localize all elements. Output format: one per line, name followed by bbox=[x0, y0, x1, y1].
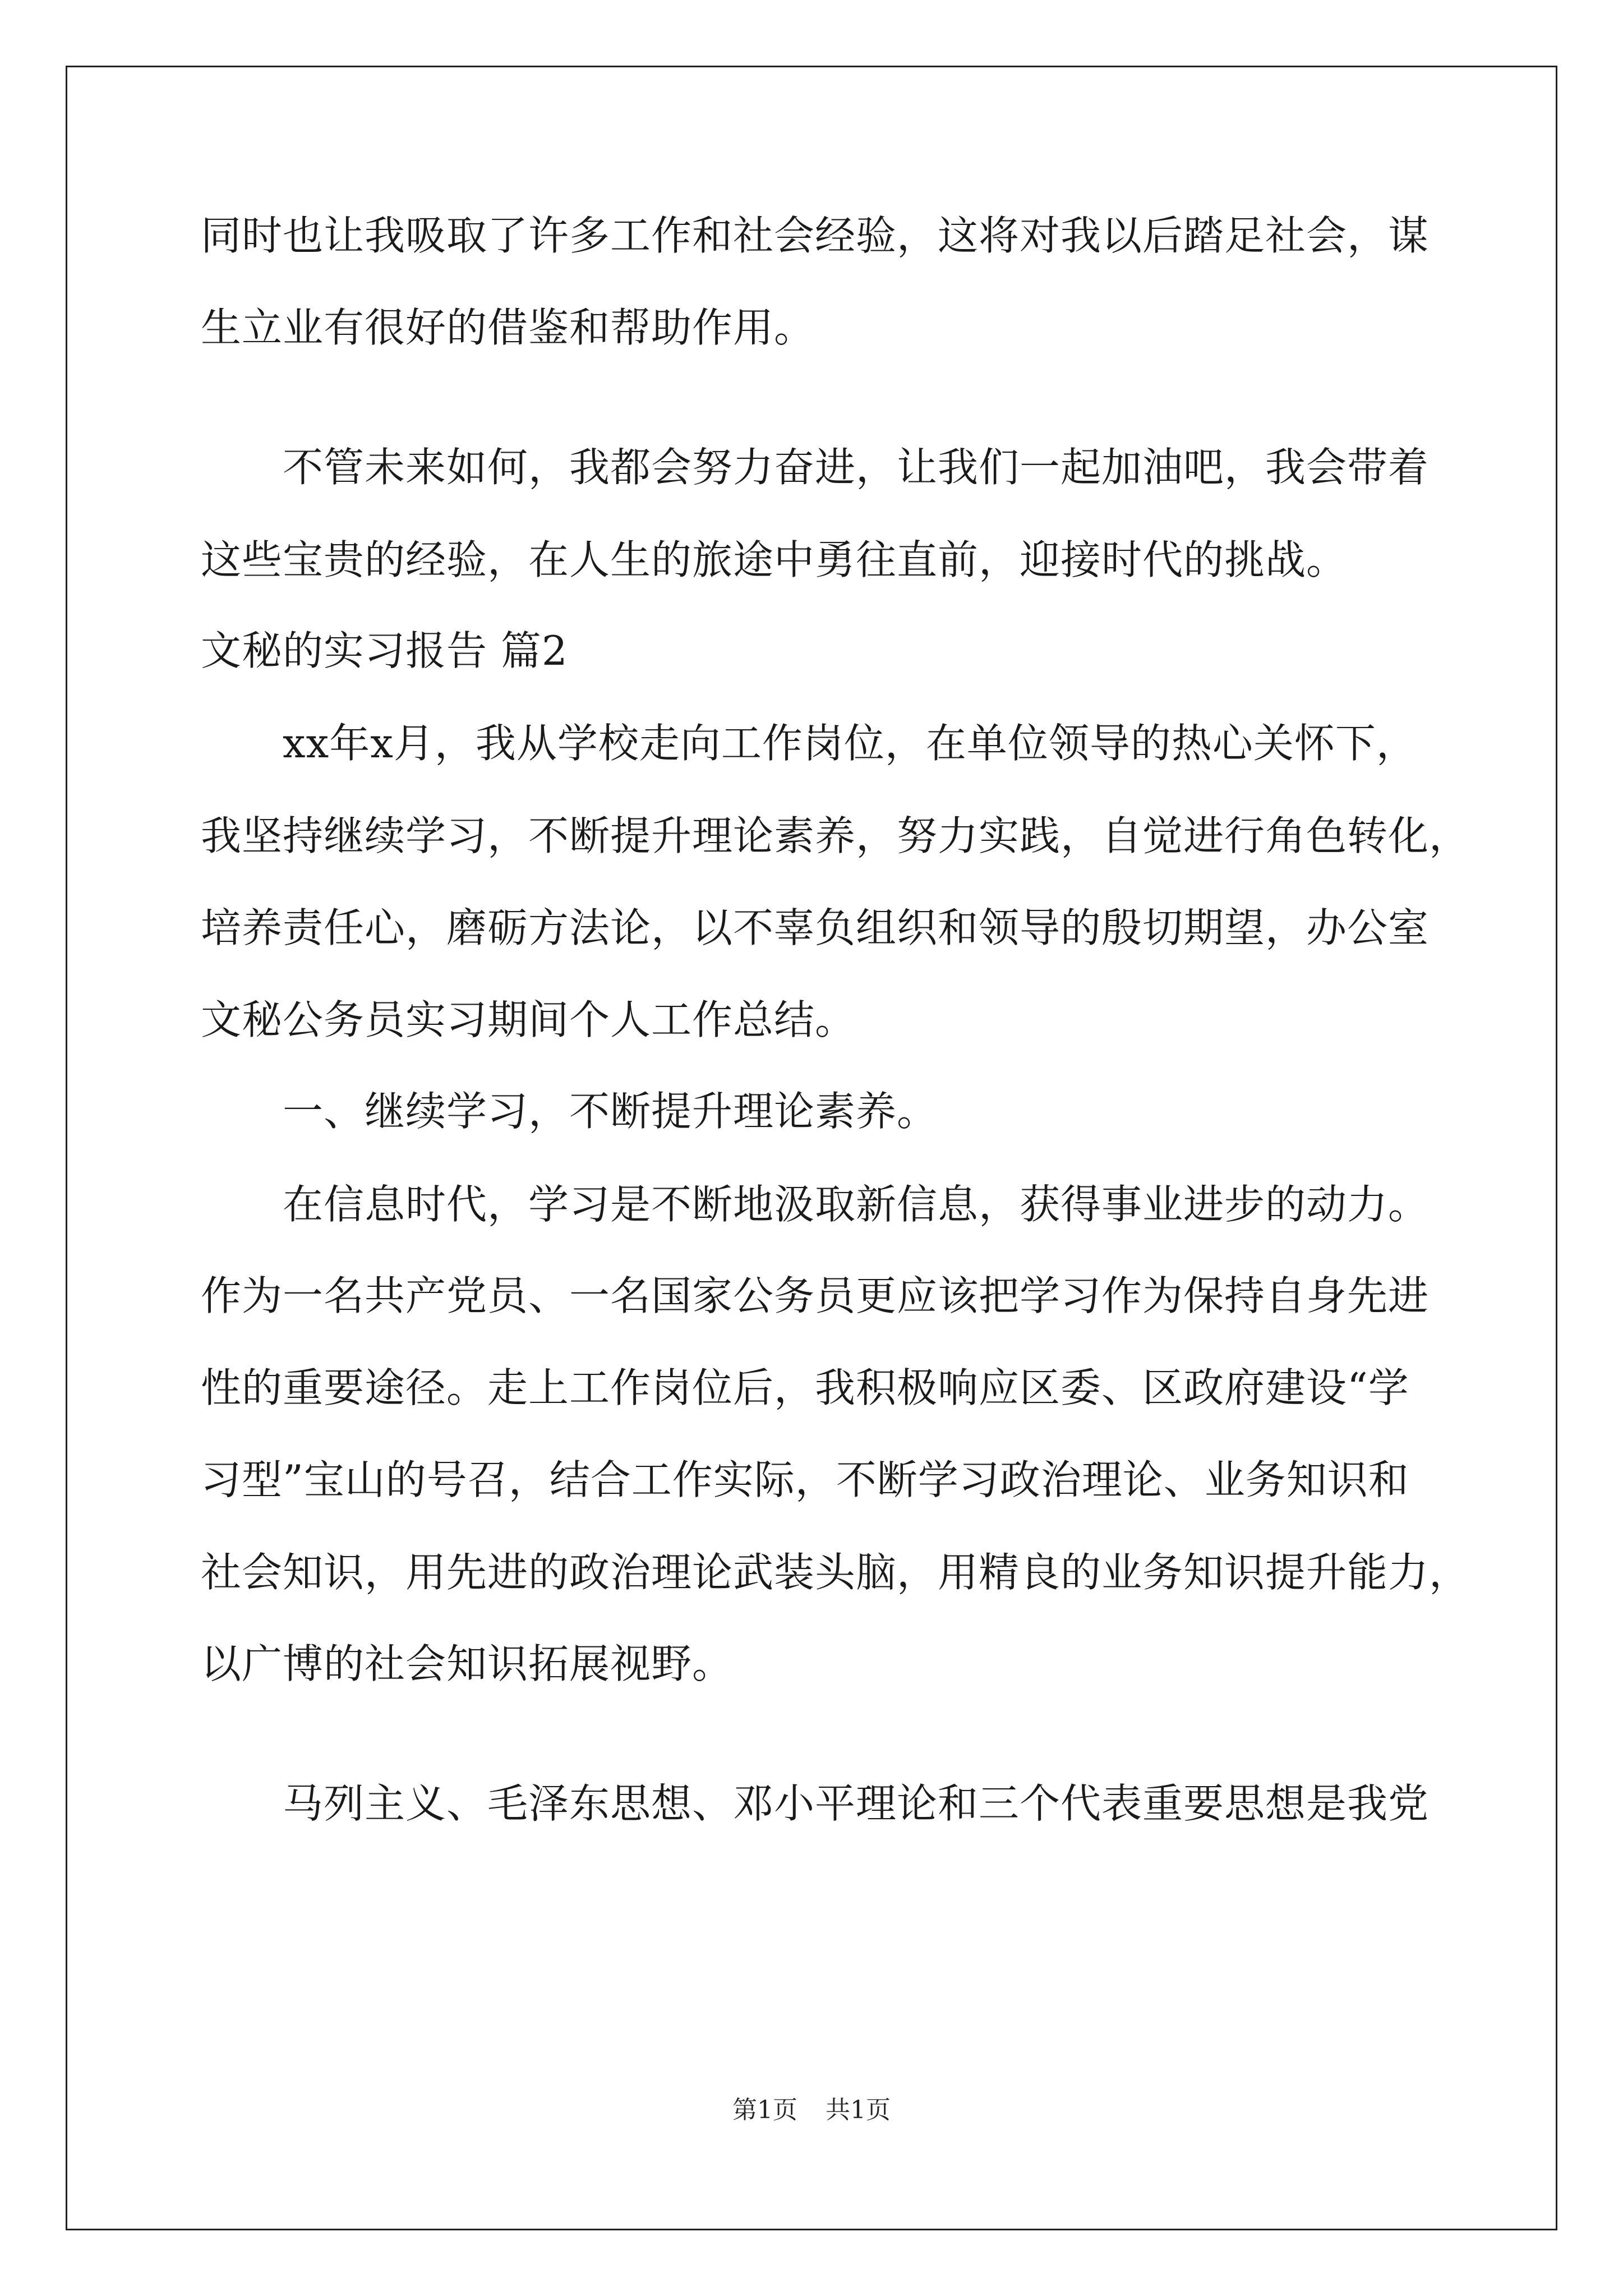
subheading-line: 一、继续学习，不断提升理论素养。 bbox=[283, 1088, 938, 1135]
text-line: xx年x月，我从学校走向工作岗位，在单位领导的热心关怀下， bbox=[283, 720, 1417, 767]
text-line: 不管未来如何，我都会努力奋进，让我们一起加油吧，我会带着 bbox=[283, 444, 1430, 491]
page-number: 第1页 bbox=[732, 2096, 797, 2124]
page-border bbox=[66, 66, 1557, 2230]
text-line: 性的重要途径。走上工作岗位后，我积极响应区委、区政府建设“学 bbox=[201, 1364, 1409, 1411]
page-total: 共1页 bbox=[826, 2096, 891, 2124]
text-line: 在信息时代，学习是不断地汲取新信息，获得事业进步的动力。 bbox=[283, 1181, 1430, 1228]
section-heading: 文秘的实习报告 篇2 bbox=[201, 627, 568, 674]
text-line: 我坚持继续学习，不断提升理论素养，努力实践，自觉进行角色转化， bbox=[201, 812, 1470, 859]
text-line: 培养责任心，磨砺方法论，以不辜负组织和领导的殷切期望，办公室 bbox=[201, 904, 1430, 951]
text-line: 马列主义、毛泽东思想、邓小平理论和三个代表重要思想是我党 bbox=[283, 1780, 1430, 1827]
text-line: 这些宝贵的经验，在人生的旅途中勇往直前，迎接时代的挑战。 bbox=[201, 536, 1348, 583]
text-line: 社会知识，用先进的政治理论武装头脑，用精良的业务知识提升能力， bbox=[201, 1549, 1470, 1596]
text-line: 文秘公务员实习期间个人工作总结。 bbox=[201, 996, 856, 1043]
text-line: 作为一名共产党员、一名国家公务员更应该把学习作为保持自身先进 bbox=[201, 1272, 1430, 1319]
text-line: 以广博的社会知识拓展视野。 bbox=[201, 1640, 734, 1687]
text-line: 生立业有很好的借鉴和帮助作用。 bbox=[201, 304, 815, 351]
text-line: 习型”宝山的号召，结合工作实际，不断学习政治理论、业务知识和 bbox=[201, 1456, 1409, 1503]
text-line: 同时也让我吸取了许多工作和社会经验，这将对我以后踏足社会，谋 bbox=[201, 212, 1430, 259]
page-footer bbox=[0, 2093, 1623, 2127]
